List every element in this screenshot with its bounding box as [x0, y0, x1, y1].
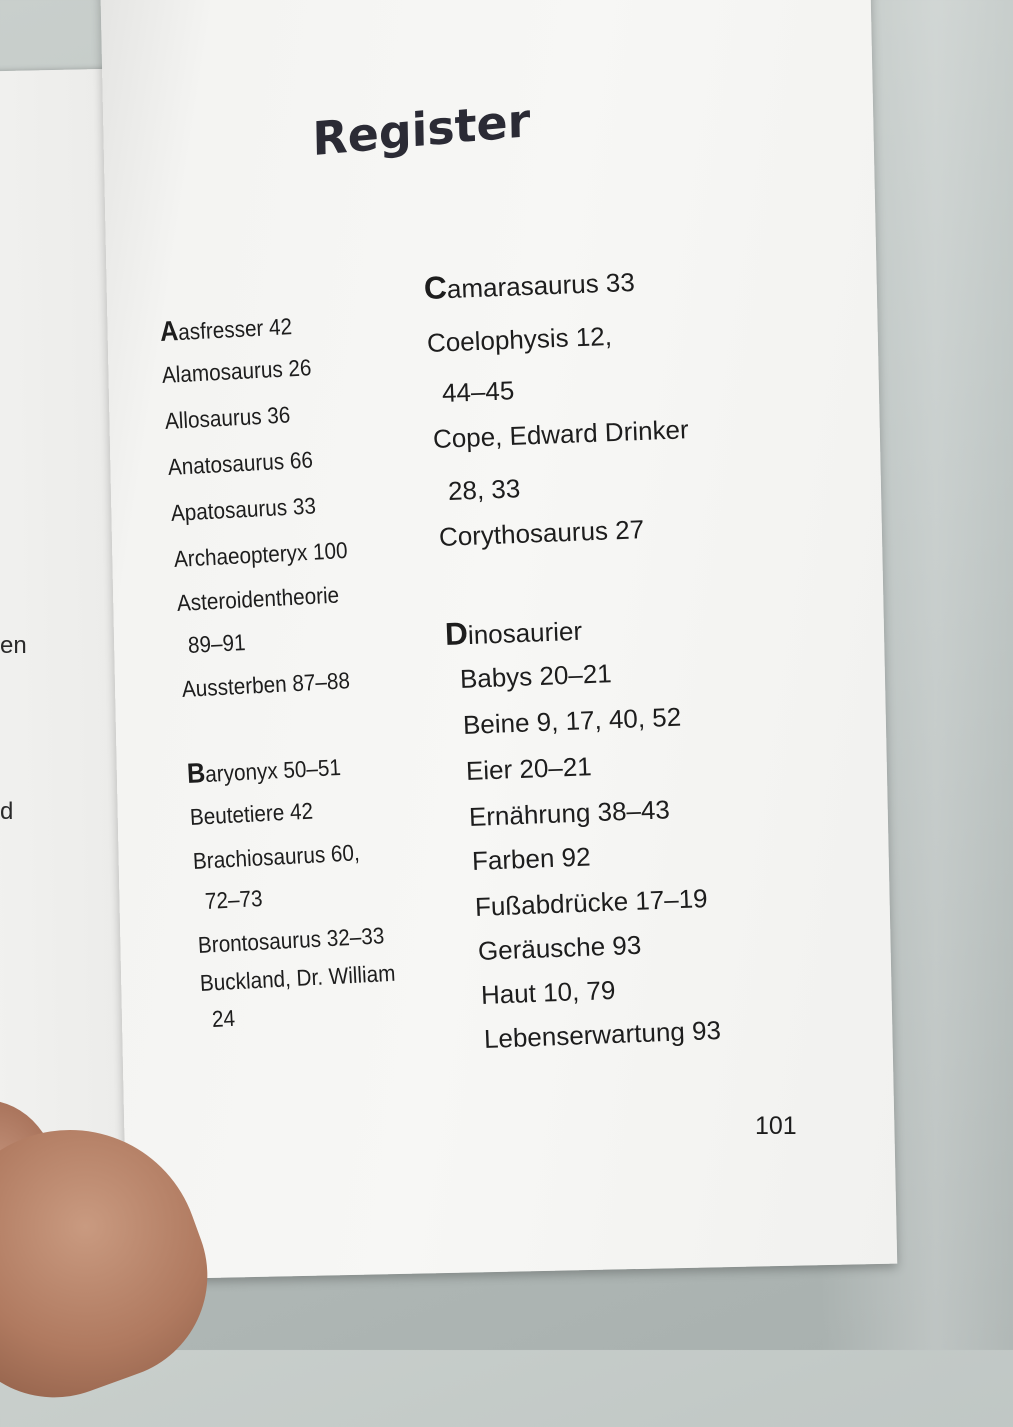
index-entry — [468, 794, 670, 833]
index-entry-text: amarasaurus 33 — [446, 266, 636, 305]
index-entry — [462, 702, 681, 741]
index-entry — [187, 629, 246, 659]
index-letter: D — [444, 615, 469, 652]
page-title: Register — [312, 92, 531, 167]
index-entry-text: Allosaurus 36 — [164, 401, 291, 434]
index-entry — [444, 611, 582, 653]
index-entry — [480, 975, 616, 1011]
index-entry-text: 24 — [211, 1004, 236, 1032]
index-entry — [204, 885, 263, 915]
index-letter: B — [186, 757, 206, 789]
index-entry-text: Geräusche 93 — [477, 929, 642, 966]
index-entry-text: Buckland, Dr. William — [199, 959, 396, 996]
index-entry-text: 44–45 — [441, 375, 515, 408]
index-entry-text: Apatosaurus 33 — [170, 492, 317, 526]
index-entry — [426, 321, 612, 359]
index-entry-text: 72–73 — [204, 885, 264, 914]
index-entry-text: Farben 92 — [471, 841, 592, 876]
index-entry-text: aryonyx 50–51 — [204, 753, 342, 788]
index-entry-text: 28, 33 — [447, 473, 521, 506]
index-entry-text: Beutetiere 42 — [189, 797, 314, 830]
index-entry-text: Asteroidentheorie — [176, 581, 340, 616]
index-entry-text: Brontosaurus 32–33 — [197, 922, 385, 958]
index-entry — [474, 883, 708, 923]
index-entry-text: Aussterben 87–88 — [181, 667, 351, 702]
index-entry-text: Alamosaurus 26 — [161, 354, 313, 388]
index-entry — [173, 537, 348, 573]
index-entry-text: Fußabdrücke 17–19 — [474, 883, 709, 922]
index-entry — [159, 309, 293, 348]
index-entry — [432, 414, 689, 455]
index-entry — [447, 473, 520, 507]
page-number: 101 — [755, 1112, 797, 1140]
index-entry — [483, 1015, 721, 1055]
index-entry-text: inosaurier — [467, 615, 583, 651]
index-entry — [167, 446, 313, 481]
index-entry — [164, 401, 291, 435]
index-letter: C — [423, 269, 448, 306]
index-entry — [197, 922, 385, 959]
index-entry — [471, 841, 591, 877]
index-entry-text: 89–91 — [187, 629, 247, 658]
index-entry-text: Eier 20–21 — [465, 751, 593, 786]
index-entry-text: Cope, Edward Drinker — [432, 414, 690, 454]
left-page-text-fragment: d — [0, 798, 14, 825]
index-entry — [459, 658, 612, 695]
index-entry — [441, 375, 514, 409]
index-entry — [186, 750, 342, 790]
index-entry — [170, 492, 316, 527]
index-entry — [438, 514, 644, 553]
index-entry — [423, 262, 635, 307]
index-entry-text: Coelophysis 12, — [426, 320, 613, 358]
index-entry — [211, 1005, 235, 1033]
index-entry — [176, 582, 339, 617]
index-entry — [465, 751, 592, 787]
index-entry-text: Corythosaurus 27 — [438, 514, 645, 552]
left-page-text-fragment: en — [0, 632, 27, 659]
index-entry-text: Beine 9, 17, 40, 52 — [462, 701, 682, 740]
index-entry — [199, 960, 396, 997]
index-entry-text: Brachiosaurus 60, — [192, 839, 361, 874]
index-entry-text: Babys 20–21 — [459, 658, 613, 694]
index-entry — [192, 839, 360, 875]
index-entry — [181, 667, 350, 703]
index-entry — [189, 798, 313, 831]
index-entry-text: asfresser 42 — [177, 313, 293, 346]
index-entry-text: Anatosaurus 66 — [167, 446, 314, 480]
index-entry-text: Archaeopteryx 100 — [173, 536, 349, 572]
index-entry-text: Haut 10, 79 — [480, 974, 616, 1010]
index-entry-text: Ernährung 38–43 — [468, 794, 671, 832]
index-entry — [477, 930, 641, 967]
index-entry — [161, 354, 312, 389]
index-letter: A — [159, 315, 179, 347]
index-entry-text: Lebenserwartung 93 — [483, 1014, 722, 1054]
